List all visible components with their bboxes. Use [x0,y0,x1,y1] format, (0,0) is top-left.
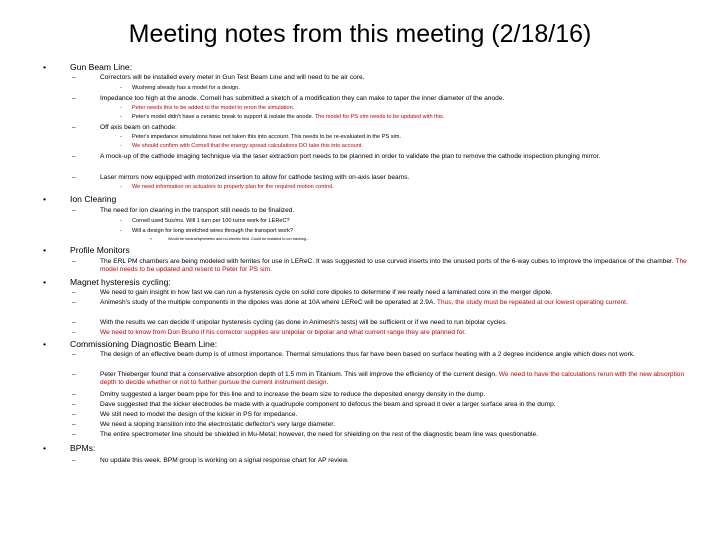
diag-l4: – Dave suggested that the kicker electrodes be made with a quadrupole component to defocus the beam and spread it over a larger surface area in the dump. [72,401,556,408]
gun-correctors: – Correctors will be installed every meter in Gun Test Beam Line and will need to be air core. [72,74,365,81]
gun-mockup: – A mock-up of the cathode imaging technique via the laser extraction port needs to be planned in order to validate the plan to remove the cathode inspection plunging mirror. [72,153,601,160]
gun-offaxis: – Off axis beam on cathode: [72,124,177,131]
ion-cornell: - Cornell used 5us/ms. Will 1 turn per 100 turns work for LEReC? [120,218,290,224]
magnet-heading: • Magnet hysteresis cycling: [43,277,171,287]
profile-text: – The ERL PM chambers are being modeled with ferrites for use in LEReC. It was suggested to use curved inserts into the unused ports of the 6-way cubes to improve the impedance of the chamber. The model needs to be updated and resent to Peter for PS sim. [72,258,687,273]
gun-laser: – Laser mirrors now equipped with motorized insertion to allow for cathode testing with on-axis laser beams. [72,174,410,181]
magnet-l3: – With the results we can decide if unipolar hysteresis cycling (as done in Animesh's tests) will be sufficient or if we need to run bipolar cycles. [72,319,508,326]
bpm-text: – No update this week. BPM group is working on a signal response chart for AP review. [72,457,349,464]
ion-tiny: » Would be neutral/symmetric and no-electric field. Could be installed to ion tracking... [150,237,310,241]
gun-peter-model: - Peter needs this to be added to the model to rerun the simulation. [120,105,295,111]
page-title: Meeting notes from this meeting (2/18/16) [128,20,592,48]
diag-l6: – We need a sloping transition into the electrostatic deflector's very large diameter. [72,421,335,428]
diag-l3: – Dmitry suggested a larger beam pipe for this line and to increase the beam size to reduce the deposited energy density in the dump. [72,391,486,398]
diag-l1: – The design of an effective beam dump is of utmost importance. Thermal simulations thus far have been based on surface heating with a 2 degree incidence angle which does not work. [72,351,635,358]
gun-impedance: – Impedance too high at the anode. Cornell has submitted a sketch of a modification they can make to taper the inner diameter of the anode. [72,95,505,102]
gun-offaxis-1: - Peter's impedance simulations have not taken this into account. This needs to be re-evaluated in the PS sim. [120,134,401,140]
diag-heading: • Commissioning Diagnostic Beam Line: [43,339,218,349]
magnet-l4: – We need to know from Don Bruno if his corrector supplies are unipolar or bipolar and what current range they are planned for. [72,329,467,336]
bpm-heading: • BPMs: [43,443,96,453]
magnet-l2: – Animesh's study of the multiple components in the dipoles was done at 10A where LEReC will be operated at 2.9A. Thus, the study must be repeated at our lowest operating current. [72,299,628,306]
magnet-l1: – We need to gain insight in how fast we can run a hysteresis cycle on solid core dipoles to determine if we really need a laminated core in the merger dipole. [72,289,553,296]
diag-l7: – The entire spectrometer line should be shielded in Mu-Metal; however, the need for shielding on the rest of the diagnostic beam line was questionable. [72,431,539,438]
gun-heading: • Gun Beam Line: [43,62,133,72]
gun-laser-1: - We need information on actuators to properly plan for the required motion control. [120,184,334,190]
profile-heading: • Profile Monitors [43,245,130,255]
gun-offaxis-2: - We should confirm with Cornell that the energy spread calculations DO take this into account. [120,143,363,149]
diag-l2: – Peter Thieberger found that a conservative absorption depth of 1.5 mm in Titanium. This will improve the efficiency of the current design. We need to have the calculations rerun with the new absorption depth to decide whether or not to further pursue the current instrument design. [72,371,685,386]
gun-peters-model: - Peter's model didn't have a ceramic break to support & isolate the anode. The model for PS sim needs to be updated with this. [120,114,445,120]
gun-wusheng: - Wusheng already has a model for a design. [120,85,240,91]
ion-long: - Will a design for long stretched wires through the transport work? [120,228,294,234]
diag-l5: – We still need to model the design of the kicker in PS for impedance. [72,411,298,418]
ion-heading: • Ion Clearing [43,194,117,204]
ion-need: – The need for ion clearing in the transport still needs to be finalized. [72,207,295,214]
